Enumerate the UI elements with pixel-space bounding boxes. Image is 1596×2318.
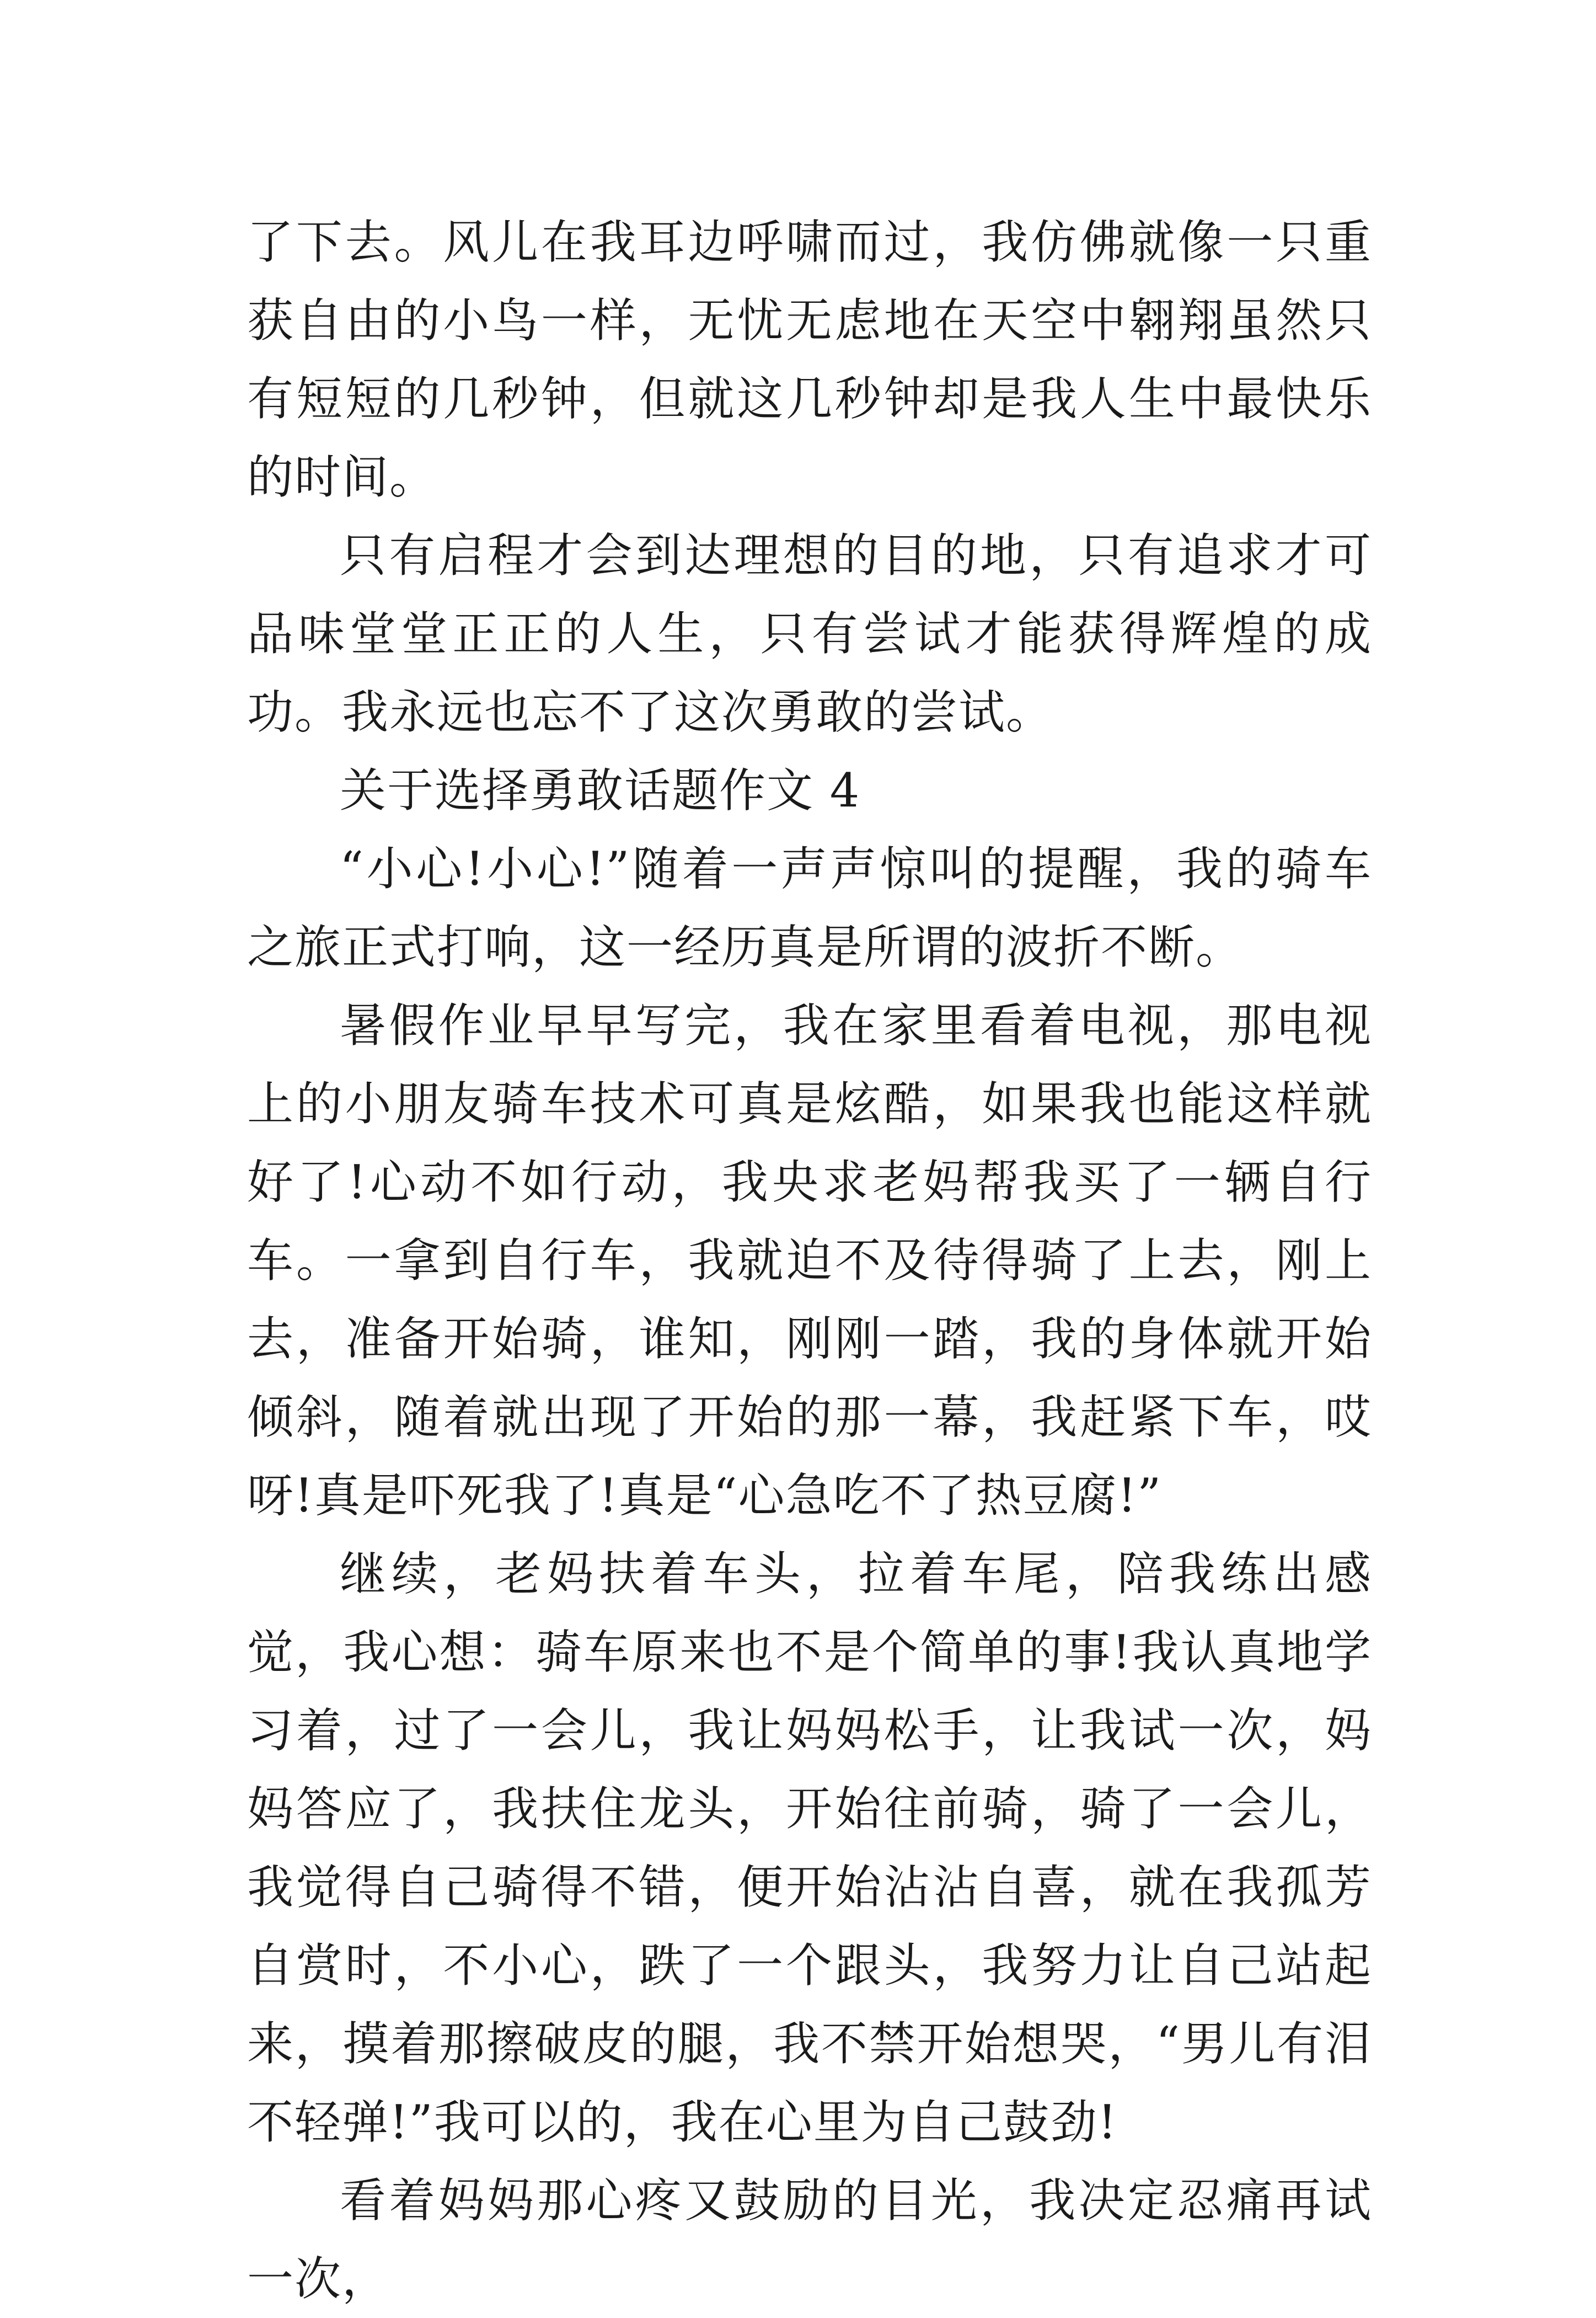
paragraph-retry: 看着妈妈那心疼又鼓励的目光，我决定忍痛再试一次， [247,2173,1372,2306]
paragraph-summer: 暑假作业早早写完，我在家里看着电视，那电视上的小朋友骑车技术可真是炫酷，如果我也能这样就好了!心动不如行动，我央求老妈帮我买了一辆自行车。一拿到自行车，我就迫不及待得骑了上去，刚上去，准备开始骑，谁知，刚刚一踏，我的身体就开始倾斜，随着就出现了开始的那一幕，我赶紧下车，哎呀!真是吓死我了!真是“心急吃不了热豆腐!” [247,998,1372,1523]
paragraph-conclusion: 只有启程才会到达理想的目的地，只有追求才可品味堂堂正正的人生，只有尝试才能获得辉煌的成功。我永远也忘不了这次勇敢的尝试。 [247,528,1372,739]
paragraph-practice: 继续，老妈扶着车头，拉着车尾，陪我练出感觉，我心想：骑车原来也不是个简单的事!我认真地学习着，过了一会儿，我让妈妈松手，让我试一次，妈妈答应了，我扶住龙头，开始往前骑，骑了一会儿，我觉得自己骑得不错，便开始沾沾自喜，就在我孤芳自赏时，不小心，跌了一个跟头，我努力让自己站起来，摸着那擦破皮的腿，我不禁开始想哭，“男儿有泪不轻弹!”我可以的，我在心里为自己鼓劲! [247,1547,1372,2149]
document-body [247,203,1372,2318]
paragraph-continuation: 了下去。风儿在我耳边呼啸而过，我仿佛就像一只重获自由的小鸟一样，无忧无虑地在天空中翱翔虽然只有短短的几秒钟，但就这几秒钟却是我人生中最快乐的时间。 [247,215,1372,504]
essay-heading: 关于选择勇敢话题作文 4 [340,763,861,818]
paragraph-opening: “小心!小心!”随着一声声惊叫的提醒，我的骑车之旅正式打响，这一经历真是所谓的波折不断。 [247,842,1372,974]
